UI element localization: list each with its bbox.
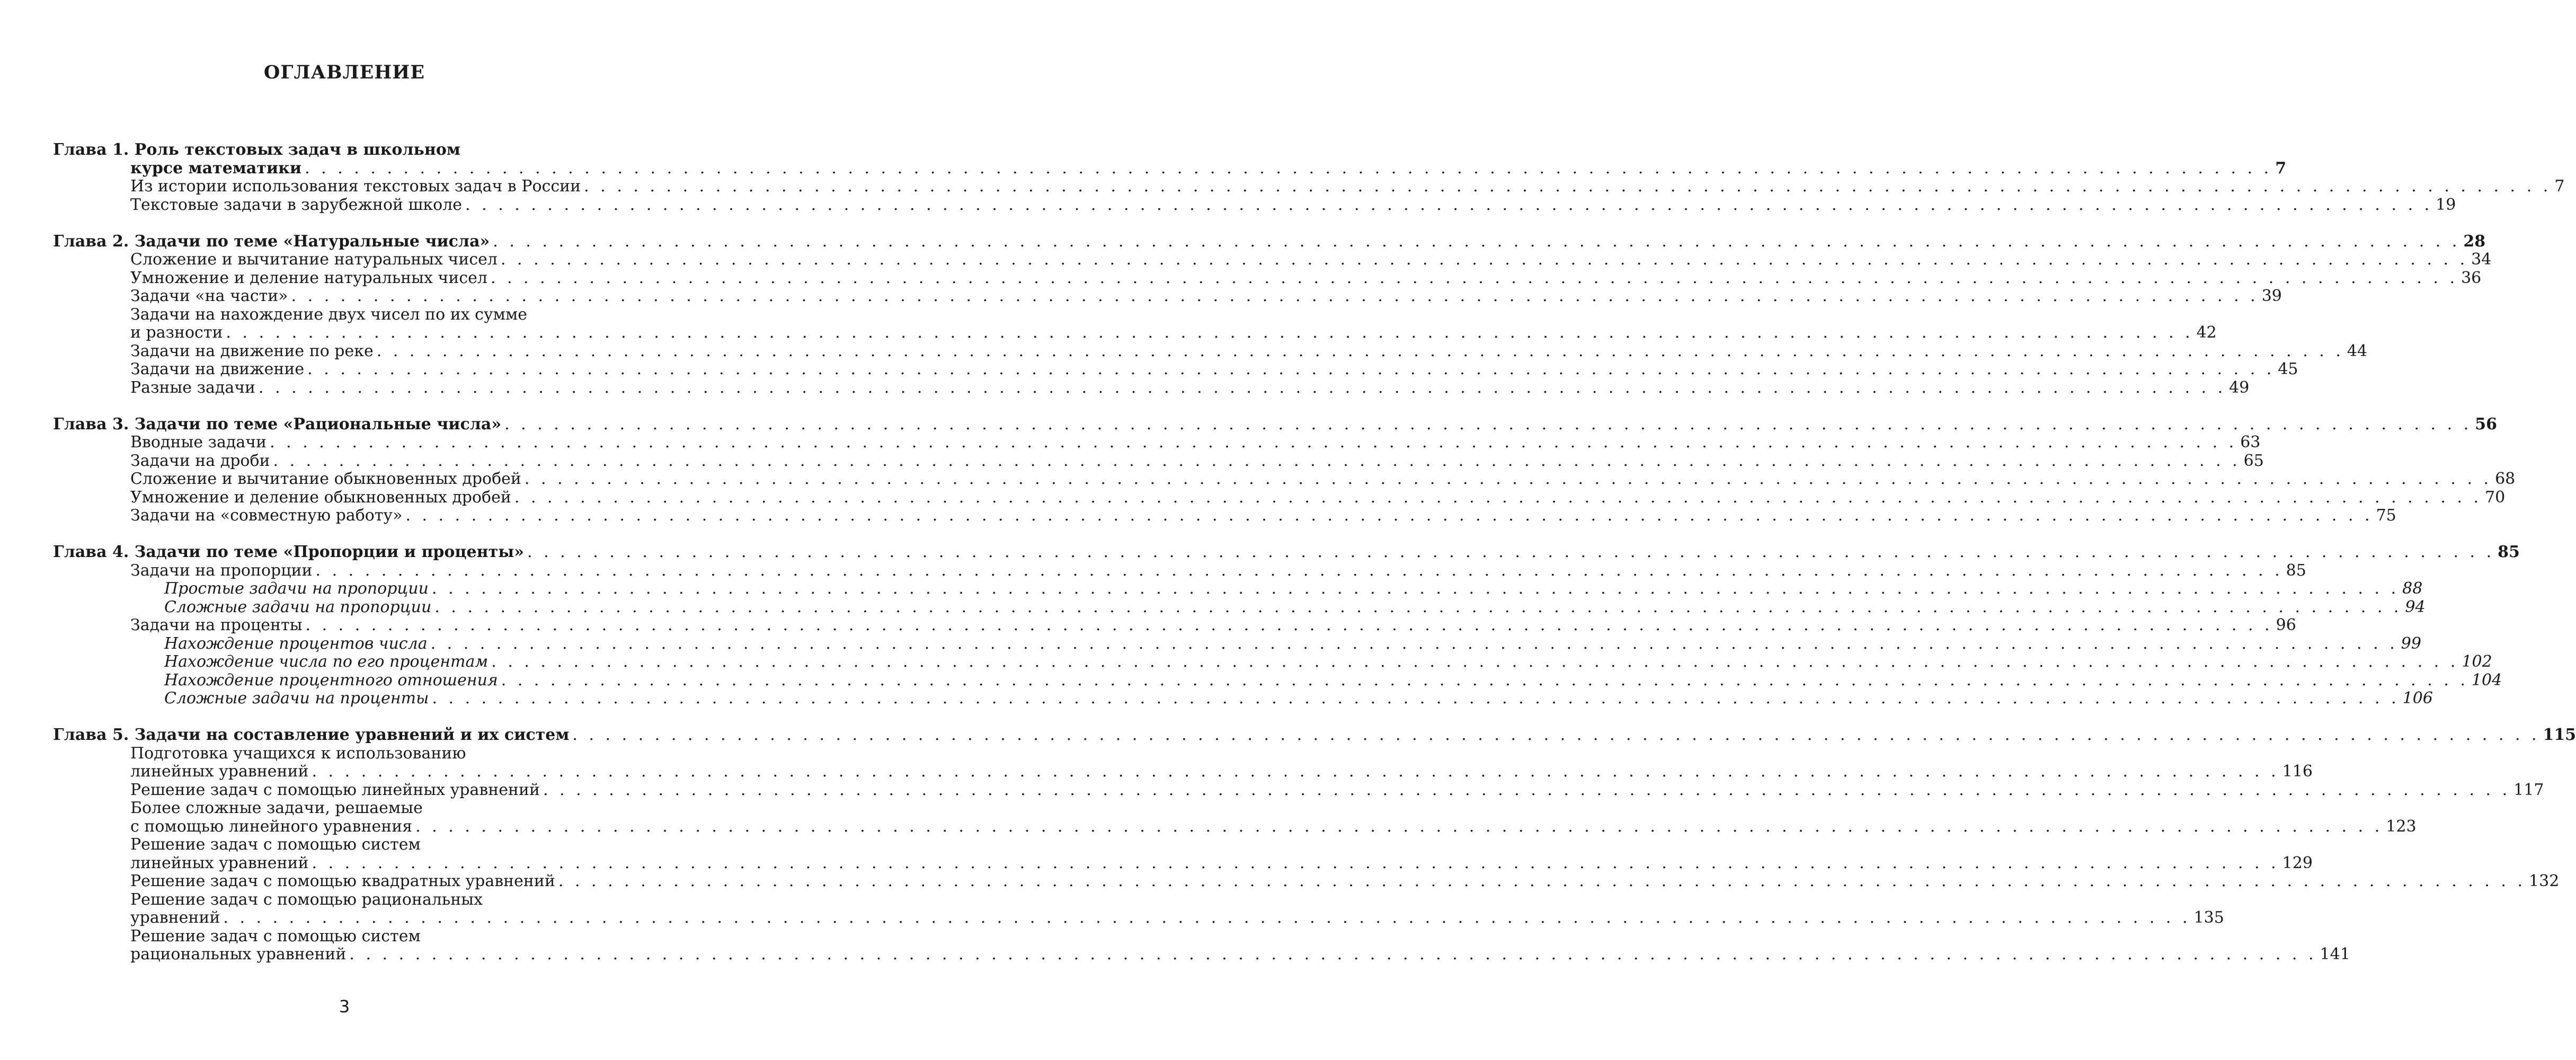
toc-entry-label: с помощью линейного уравнения (130, 817, 413, 836)
dot-leader: . . . . . . . . . . . . . . . . . . . . . . . . . . . . . . . . . . . . . . . . . . . . . . . . . . . . . . . . . . . . . . . . . . . . . . . . . . . . . . . . . . . . . . . . . . . . . . . . . . . . . . . . . . . . . . . . . . . . . . . . (226, 323, 2193, 342)
section-line (53, 287, 2282, 306)
toc-entry-page-number: 56 (2475, 414, 2497, 434)
dot-leader: . . . . . . . . . . . . . . . . . . . . . . . . . . . . . . . . . . . . . . . . . . . . . . . . . . . . . . . . . . . . . . . . . . . . . . . . . . . . . . . . . . . . . . . . . . . . . . . . . . . . . . . . . . . . . . . . . . . . . . . . (305, 158, 2272, 178)
section-line (53, 158, 2287, 178)
toc-entry-label: Решение задач с помощью линейных уравнений (130, 780, 540, 799)
dot-leader: . . . . . . . . . . . . . . . . . . . . . . . . . . . . . . . . . . . . . . . . . . . . . . . . . . . . . . . . . . . . . . . . . . . . . . . . . . . . . . . . . . . . . . . . . . . . . . . . . . . . . . . . . . . . . . . . . . . . . . . . (584, 177, 2552, 196)
toc-entry-page-number: 102 (2462, 652, 2492, 671)
toc-entry-page-number: 44 (2347, 341, 2368, 360)
toc-entry-page-number: 123 (2386, 817, 2417, 836)
toc-entry-label: уравнений (130, 908, 220, 927)
dot-leader: . . . . . . . . . . . . . . . . . . . . . . . . . . . . . . . . . . . . . . . . . . . . . . . . . . . . . . . . . . . . . . . . . . . . . . . . . . . . . . . . . . . . . . . . . . . . . . . . . . . . . . . . . . . . . . . . . . . . . . . . (376, 341, 2344, 360)
section-line (53, 488, 2506, 507)
dot-leader: . . . . . . . . . . . . . . . . . . . . . . . . . . . . . . . . . . . . . . . . . . . . . . . . . . . . . . . . . . . . . . . . . . . . . . . . . . . . . . . . . . . . . . . . . . . . . . . . . . . . . . . . . . . . . . . . . . . . . . . . (223, 908, 2191, 927)
section-line (53, 928, 630, 946)
toc-entry-label: Сложные задачи на пропорции (164, 597, 432, 616)
toc-entry-page-number: 75 (2376, 506, 2396, 525)
page-number: 3 (339, 996, 350, 1017)
section-line (53, 360, 2298, 379)
dot-leader: . . . . . . . . . . . . . . . . . . . . . . . . . . . . . . . . . . . . . . . . . . . . . . . . . . . . . . . . . . . . . . . . . . . . . . . . . . . . . . . . . . . . . . . . . . . . . . . . . . . . . . . . . . . . . . . . . . . . . . . . (291, 287, 2259, 305)
dot-leader: . . . . . . . . . . . . . . . . . . . . . . . . . . . . . . . . . . . . . . . . . . . . . . . . . . . . . . . . . . . . . . . . . . . . . . . . . . . . . . . . . . . . . . . . . . . . . . . . . . . . . . . . . . . . . . . . . . . . . . . . (270, 433, 2237, 452)
section-line (53, 817, 2417, 836)
toc-entry-page-number: 85 (2498, 543, 2520, 561)
toc-entry-label: Нахождение числа по его процентам (164, 652, 488, 671)
dot-leader: . . . . . . . . . . . . . . . . . . . . . . . . . . . . . . . . . . . . . . . . . . . . . . . . . . . . . . . . . . . . . . . . . . . . . . . . . . . . . . . . . . . . . . . . . . . . . . . . . . . . . . . . . . . . . . . . . . . . . . . . (259, 378, 2226, 397)
toc-entry-label: Решение задач с помощью рациональных (130, 890, 483, 909)
dot-leader: . . . . . . . . . . . . . . . . . . . . . . . . . . . . . . . . . . . . . . . . . . . . . . . . . . . . . . . . . . . . . . . . . . . . . . . . . . . . . . . . . . . . . . . . . . . . . . . . . . . . . . . . . . . . . . . . . . . . . . . . (432, 689, 2400, 708)
toc-entry-label: Задачи «на части» (130, 287, 288, 305)
toc-entry-page-number: 132 (2529, 872, 2560, 890)
toc-entry-page-number: 88 (2402, 579, 2423, 598)
toc-entry-page-number: 42 (2196, 323, 2217, 342)
toc-entry-label: Разные задачи (130, 378, 256, 397)
dot-leader: . . . . . . . . . . . . . . . . . . . . . . . . . . . . . . . . . . . . . . . . . . . . . . . . . . . . . . . . . . . . . . . . . . . . . . . . . . . . . . . . . . . . . . . . . . . . . . . . . . . . . . . . . . . . . . . . . . . . . . . . (273, 451, 2241, 470)
chapter-section (53, 232, 2492, 398)
subsubsection-line (53, 634, 2421, 653)
dot-leader: . . . . . . . . . . . . . . . . . . . . . . . . . . . . . . . . . . . . . . . . . . . . . . . . . . . . . . . . . . . . . . . . . . . . . . . . . . . . . . . . . . . . . . . . . . . . . . . . . . . . . . . . . . . . . . . . . . . . . . . . (490, 268, 2458, 287)
dot-leader: . . . . . . . . . . . . . . . . . . . . . . . . . . . . . . . . . . . . . . . . . . . . . . . . . . . . . . . . . . . . . . . . . . . . . . . . . . . . . . . . . . . . . . . . . . . . . . . . . . . . . . . . . . . . . . . . . . . . . . . . (465, 195, 2433, 214)
toc-entry-label: Умножение и деление обыкновенных дробей (130, 488, 511, 507)
section-line (53, 762, 2313, 781)
toc-entry-page-number: 116 (2282, 762, 2313, 781)
toc-entry-label: Из истории использования текстовых задач в России (130, 177, 581, 196)
toc-entry-page-number: 19 (2436, 195, 2456, 214)
dot-leader: . . . . . . . . . . . . . . . . . . . . . . . . . . . . . . . . . . . . . . . . . . . . . . . . . . . . . . . . . . . . . . . . . . . . . . . . . . . . . . . . . . . . . . . . . . . . . . . . . . . . . . . . . . . . . . . . . . . . . . . . (349, 945, 2317, 964)
section-line (53, 780, 2544, 800)
dot-leader: . . . . . . . . . . . . . . . . . . . . . . . . . . . . . . . . . . . . . . . . . . . . . . . . . . . . . . . . . . . . . . . . . . . . . . . . . . . . . . . . . . . . . . . . . . . . . . . . . . . . . . . . . . . . . . . . . . . . . . . . (524, 470, 2492, 488)
section-line (53, 250, 2492, 269)
section-line (53, 561, 2306, 580)
section-line (53, 908, 2224, 928)
dot-leader: . . . . . . . . . . . . . . . . . . . . . . . . . . . . . . . . . . . . . . . . . . . . . . . . . . . . . . . . . . . . . . . . . . . . . . . . . . . . . . . . . . . . . . . . . . . . . . . . . . . . . . . . . . . . . . . . . . . . . . . . (312, 762, 2279, 781)
dot-leader: . . . . . . . . . . . . . . . . . . . . . . . . . . . . . . . . . . . . . . . . . . . . . . . . . . . . . . . . . . . . . . . . . . . . . . . . . . . . . . . . . . . . . . . . . . . . . . . . . . . . . . . . . . . . . . . . . . . . . . . . (415, 817, 2383, 836)
toc-entry-label: Задачи на движение (130, 360, 305, 378)
section-line (53, 836, 630, 854)
toc-entry-label: Глава 3. Задачи по теме «Рациональные числа» (53, 414, 502, 434)
toc-entry-page-number: 135 (2193, 908, 2224, 927)
toc-entry-page-number: 94 (2405, 597, 2426, 616)
dot-leader: . . . . . . . . . . . . . . . . . . . . . . . . . . . . . . . . . . . . . . . . . . . . . . . . . . . . . . . . . . . . . . . . . . . . . . . . . . . . . . . . . . . . . . . . . . . . . . . . . . . . . . . . . . . . . . . . . . . . . . . . (405, 506, 2373, 525)
toc-entry-page-number: 49 (2229, 378, 2250, 397)
toc-entry-label: Глава 5. Задачи на составление уравнений и их систем (53, 726, 570, 744)
dot-leader: . . . . . . . . . . . . . . . . . . . . . . . . . . . . . . . . . . . . . . . . . . . . . . . . . . . . . . . . . . . . . . . . . . . . . . . . . . . . . . . . . . . . . . . . . . . . . . . . . . . . . . . . . . . . . . . . . . . . . . . . (434, 597, 2402, 616)
section-line (53, 378, 2250, 398)
subsubsection-line (53, 652, 2492, 672)
toc-entry-page-number: 96 (2276, 616, 2296, 634)
chapter-title-line (53, 414, 2497, 434)
toc-entry-label: Более сложные задачи, решаемые (130, 799, 423, 817)
dot-leader: . . . . . . . . . . . . . . . . . . . . . . . . . . . . . . . . . . . . . . . . . . . . . . . . . . . . . . . . . . . . . . . . . . . . . . . . . . . . . . . . . . . . . . . . . . . . . . . . . . . . . . . . . . . . . . . . . . . . . . . . (315, 561, 2283, 580)
table-of-contents (53, 140, 2576, 982)
section-line (53, 470, 2516, 489)
dot-leader: . . . . . . . . . . . . . . . . . . . . . . . . . . . . . . . . . . . . . . . . . . . . . . . . . . . . . . . . . . . . . . . . . . . . . . . . . . . . . . . . . . . . . . . . . . . . . . . . . . . . . . . . . . . . . . . . . . . . . . . . (305, 616, 2273, 634)
dot-leader: . . . . . . . . . . . . . . . . . . . . . . . . . . . . . . . . . . . . . . . . . . . . . . . . . . . . . . . . . . . . . . . . . . . . . . . . . . . . . . . . . . . . . . . . . . . . . . . . . . . . . . . . . . . . . . . . . . . . . . . . (430, 634, 2398, 653)
toc-entry-label: Сложение и вычитание натуральных чисел (130, 250, 498, 269)
dot-leader: . . . . . . . . . . . . . . . . . . . . . . . . . . . . . . . . . . . . . . . . . . . . . . . . . . . . . . . . . . . . . . . . . . . . . . . . . . . . . . . . . . . . . . . . . . . . . . . . . . . . . . . . . . . . . . . . . . . . . . . . (493, 232, 2460, 251)
toc-entry-page-number: 34 (2471, 250, 2492, 269)
toc-entry-page-number: 70 (2485, 488, 2506, 507)
chapter-title-line (53, 141, 630, 160)
toc-entry-label: Решение задач с помощью систем (130, 926, 421, 946)
dot-leader: . . . . . . . . . . . . . . . . . . . . . . . . . . . . . . . . . . . . . . . . . . . . . . . . . . . . . . . . . . . . . . . . . . . . . . . . . . . . . . . . . . . . . . . . . . . . . . . . . . . . . . . . . . . . . . . . . . . . . . . . (543, 780, 2511, 799)
toc-entry-page-number: 99 (2401, 634, 2421, 653)
chapter-title-line (53, 232, 2486, 251)
subsubsection-line (53, 670, 2502, 690)
subsubsection-line (53, 579, 2423, 598)
chapter-section (53, 140, 2565, 214)
section-line (53, 506, 2396, 525)
toc-entry-page-number: 45 (2278, 360, 2298, 378)
section-line (53, 177, 2565, 196)
dot-leader: . . . . . . . . . . . . . . . . . . . . . . . . . . . . . . . . . . . . . . . . . . . . . . . . . . . . . . . . . . . . . . . . . . . . . . . . . . . . . . . . . . . . . . . . . . . . . . . . . . . . . . . . . . . . . . . . . . . . . . . . (527, 543, 2495, 561)
toc-entry-page-number: 65 (2243, 451, 2264, 470)
toc-entry-page-number: 129 (2282, 853, 2313, 872)
dot-leader: . . . . . . . . . . . . . . . . . . . . . . . . . . . . . . . . . . . . . . . . . . . . . . . . . . . . . . . . . . . . . . . . . . . . . . . . . . . . . . . . . . . . . . . . . . . . . . . . . . . . . . . . . . . . . . . . . . . . . . . . (432, 579, 2400, 598)
toc-entry-label: Решение задач с помощью систем (130, 835, 421, 854)
toc-entry-page-number: 63 (2240, 433, 2261, 452)
toc-entry-page-number: 68 (2495, 470, 2516, 488)
section-line (53, 323, 2217, 342)
toc-entry-page-number: 7 (2554, 177, 2565, 196)
toc-entry-page-number: 7 (2275, 158, 2287, 178)
toc-entry-label: Задачи на проценты (130, 616, 303, 634)
section-line (53, 268, 2482, 288)
chapter-title-line (53, 543, 2520, 562)
subsubsection-line (53, 597, 2426, 617)
chapter-title-line (53, 726, 2576, 745)
toc-entry-page-number: 39 (2261, 287, 2282, 305)
section-line (53, 853, 2313, 873)
toc-entry-label: Подготовка учащихся к использованию (130, 744, 466, 763)
page-title: ОГЛАВЛЕНИЕ (263, 61, 425, 83)
toc-entry-label: линейных уравнений (130, 853, 309, 872)
toc-entry-page-number: 85 (2286, 561, 2306, 580)
toc-entry-label: Простые задачи на пропорции (164, 579, 429, 598)
toc-entry-label: курсе математики (130, 158, 302, 178)
dot-leader: . . . . . . . . . . . . . . . . . . . . . . . . . . . . . . . . . . . . . . . . . . . . . . . . . . . . . . . . . . . . . . . . . . . . . . . . . . . . . . . . . . . . . . . . . . . . . . . . . . . . . . . . . . . . . . . . . . . . . . . . (500, 250, 2468, 269)
toc-entry-label: Глава 1. Роль текстовых задач в школьном (53, 140, 460, 159)
section-line (53, 433, 2261, 452)
section-line (53, 891, 630, 909)
dot-leader: . . . . . . . . . . . . . . . . . . . . . . . . . . . . . . . . . . . . . . . . . . . . . . . . . . . . . . . . . . . . . . . . . . . . . . . . . . . . . . . . . . . . . . . . . . . . . . . . . . . . . . . . . . . . . . . . . . . . . . . . (307, 360, 2275, 378)
subsubsection-line (53, 689, 2433, 708)
toc-entry-label: Задачи на пропорции (130, 561, 313, 580)
dot-leader: . . . . . . . . . . . . . . . . . . . . . . . . . . . . . . . . . . . . . . . . . . . . . . . . . . . . . . . . . . . . . . . . . . . . . . . . . . . . . . . . . . . . . . . . . . . . . . . . . . . . . . . . . . . . . . . . . . . . . . . . (558, 872, 2526, 890)
toc-entry-label: Глава 4. Задачи по теме «Пропорции и проценты» (53, 543, 525, 561)
section-line (53, 616, 2296, 635)
dot-leader: . . . . . . . . . . . . . . . . . . . . . . . . . . . . . . . . . . . . . . . . . . . . . . . . . . . . . . . . . . . . . . . . . . . . . . . . . . . . . . . . . . . . . . . . . . . . . . . . . . . . . . . . . . . . . . . . . . . . . . . . (572, 726, 2540, 744)
toc-entry-label: Задачи на дроби (130, 451, 270, 470)
toc-entry-label: Нахождение процентов числа (164, 634, 428, 653)
toc-entry-label: и разности (130, 323, 223, 342)
toc-entry-page-number: 141 (2320, 945, 2350, 964)
toc-entry-page-number: 104 (2471, 670, 2502, 690)
chapter-section (53, 726, 2576, 964)
toc-entry-label: Сложение и вычитание обыкновенных дробей (130, 470, 521, 488)
chapter-section (53, 414, 2516, 525)
toc-entry-label: Задачи на движение по реке (130, 341, 374, 360)
section-line (53, 341, 2368, 361)
toc-entry-label: рациональных уравнений (130, 945, 347, 964)
dot-leader: . . . . . . . . . . . . . . . . . . . . . . . . . . . . . . . . . . . . . . . . . . . . . . . . . . . . . . . . . . . . . . . . . . . . . . . . . . . . . . . . . . . . . . . . . . . . . . . . . . . . . . . . . . . . . . . . . . . . . . . . (501, 670, 2468, 690)
toc-entry-label: Нахождение процентного отношения (164, 670, 498, 690)
toc-entry-label: линейных уравнений (130, 762, 309, 781)
section-line (53, 945, 2350, 964)
dot-leader: . . . . . . . . . . . . . . . . . . . . . . . . . . . . . . . . . . . . . . . . . . . . . . . . . . . . . . . . . . . . . . . . . . . . . . . . . . . . . . . . . . . . . . . . . . . . . . . . . . . . . . . . . . . . . . . . . . . . . . . . (514, 488, 2482, 507)
toc-entry-label: Сложные задачи на проценты (164, 689, 429, 708)
toc-entry-page-number: 117 (2513, 780, 2544, 799)
dot-leader: . . . . . . . . . . . . . . . . . . . . . . . . . . . . . . . . . . . . . . . . . . . . . . . . . . . . . . . . . . . . . . . . . . . . . . . . . . . . . . . . . . . . . . . . . . . . . . . . . . . . . . . . . . . . . . . . . . . . . . . . (491, 652, 2459, 671)
toc-entry-label: Задачи на нахождение двух чисел по их сумме (130, 305, 528, 324)
section-line (53, 195, 2456, 215)
toc-entry-label: Глава 2. Задачи по теме «Натуральные числа» (53, 232, 490, 251)
toc-entry-page-number: 106 (2402, 689, 2433, 708)
section-line (53, 799, 630, 818)
chapter-section (53, 543, 2520, 708)
toc-entry-page-number: 28 (2463, 232, 2486, 251)
toc-entry-page-number: 36 (2461, 268, 2482, 287)
toc-entry-label: Задачи на «совместную работу» (130, 506, 403, 525)
section-line (53, 872, 2560, 891)
toc-entry-label: Вводные задачи (130, 433, 267, 452)
dot-leader: . . . . . . . . . . . . . . . . . . . . . . . . . . . . . . . . . . . . . . . . . . . . . . . . . . . . . . . . . . . . . . . . . . . . . . . . . . . . . . . . . . . . . . . . . . . . . . . . . . . . . . . . . . . . . . . . . . . . . . . . (312, 853, 2279, 872)
toc-entry-label: Решение задач с помощью квадратных уравнений (130, 872, 555, 890)
toc-entry-page-number: 115 (2543, 726, 2576, 744)
section-line (53, 745, 630, 763)
section-line (53, 451, 2264, 471)
section-line (53, 306, 630, 324)
toc-entry-label: Умножение и деление натуральных чисел (130, 268, 487, 287)
dot-leader: . . . . . . . . . . . . . . . . . . . . . . . . . . . . . . . . . . . . . . . . . . . . . . . . . . . . . . . . . . . . . . . . . . . . . . . . . . . . . . . . . . . . . . . . . . . . . . . . . . . . . . . . . . . . . . . . . . . . . . . . (504, 414, 2472, 434)
toc-entry-label: Текстовые задачи в зарубежной школе (130, 195, 463, 214)
